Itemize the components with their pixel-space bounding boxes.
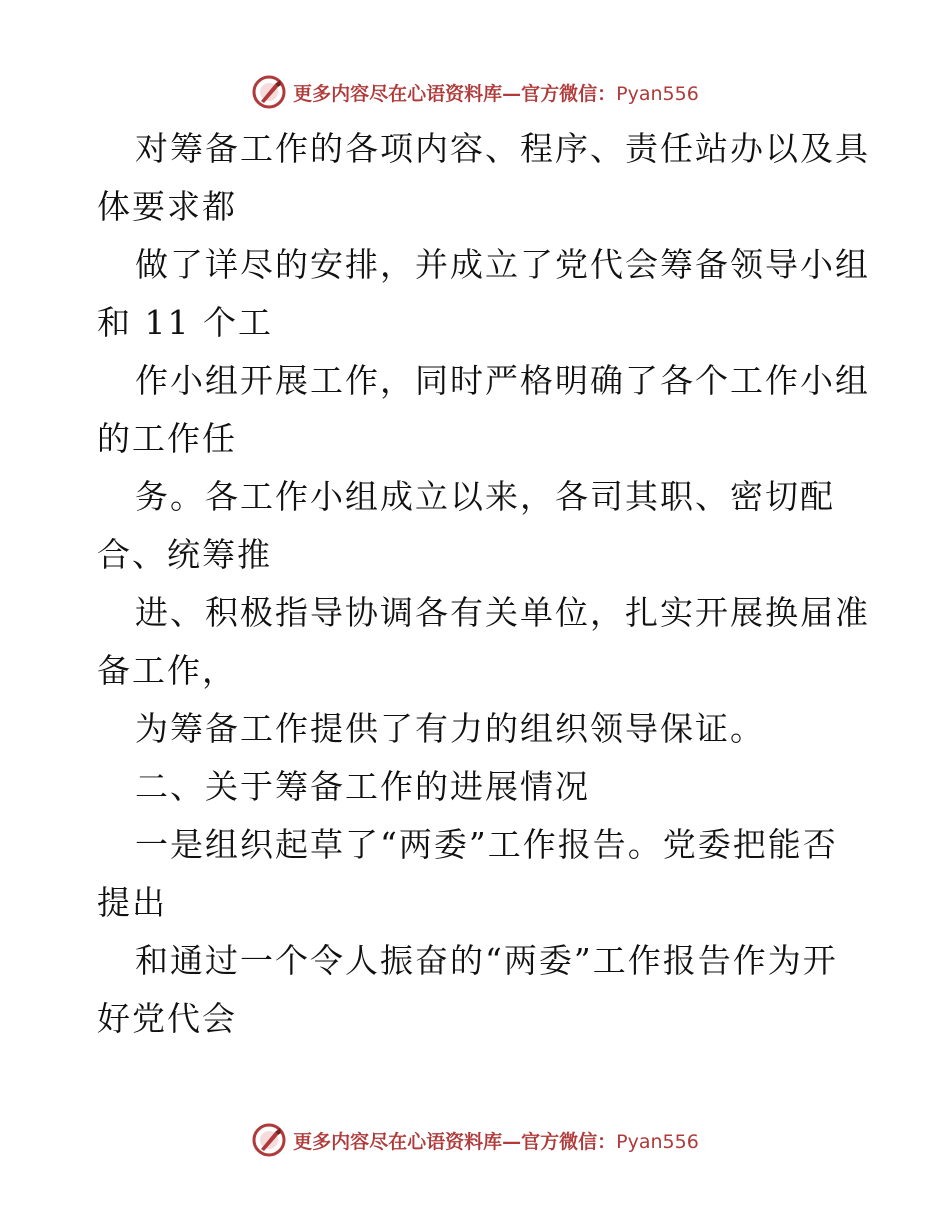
body-line: 对筹备工作的各项内容、程序、责任站办以及具 xyxy=(135,129,870,168)
document-body xyxy=(97,120,870,1048)
body-line: 进、积极指导协调各有关单位，扎实开展换届准 xyxy=(135,593,870,632)
body-line: 为筹备工作提供了有力的组织领导保证。 xyxy=(135,709,765,748)
body-line: 和 11 个工 xyxy=(97,303,273,342)
body-line: 和通过一个令人振奋的“两委”工作报告作为开 xyxy=(135,941,838,980)
body-line: 合、统筹推 xyxy=(97,535,272,574)
pen-nib-circle-icon xyxy=(251,74,287,110)
watermark-handle: Pyan556 xyxy=(616,1130,699,1153)
body-line: 备工作， xyxy=(97,651,237,690)
body-line: 一是组织起草了“两委”工作报告。党委把能否 xyxy=(135,825,838,864)
header-watermark xyxy=(0,70,950,114)
body-line: 做了详尽的安排，并成立了党代会筹备领导小组 xyxy=(135,245,870,284)
footer-watermark xyxy=(0,1118,950,1162)
watermark-text: 更多内容尽在心语资料库—官方微信：Pyan556 xyxy=(293,1130,699,1153)
pen-nib-circle-icon xyxy=(251,1122,287,1158)
body-line: 提出 xyxy=(97,883,167,922)
body-line: 好党代会 xyxy=(97,999,237,1038)
watermark-text: 更多内容尽在心语资料库—官方微信：Pyan556 xyxy=(293,82,699,105)
body-line: 务。各工作小组成立以来，各司其职、密切配 xyxy=(135,477,835,516)
body-line: 的工作任 xyxy=(97,419,237,458)
section-heading: 二、关于筹备工作的进展情况 xyxy=(135,767,590,806)
body-line: 体要求都 xyxy=(97,187,237,226)
body-line: 作小组开展工作，同时严格明确了各个工作小组 xyxy=(135,361,870,400)
watermark-handle: Pyan556 xyxy=(616,82,699,105)
